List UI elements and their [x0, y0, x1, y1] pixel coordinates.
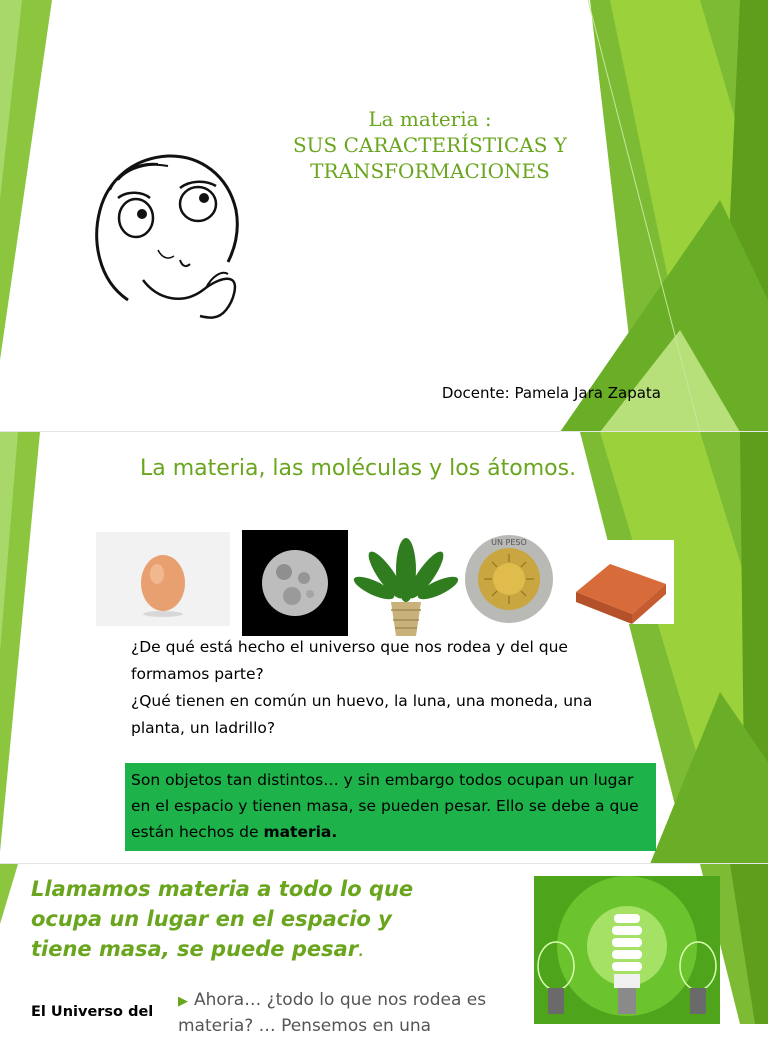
egg-image: [96, 532, 230, 626]
brick-image: [566, 540, 674, 624]
thinking-face-icon: [88, 150, 248, 322]
slide-materia: [0, 432, 768, 864]
definition-text: Llamamos materia a todo lo que ocupa un lugar en el espacio y tiene masa, se puede pesar: [31, 877, 414, 961]
question-2: ¿Qué tienen en común un huevo, la luna, una moneda, una planta, un ladrillo?: [131, 692, 593, 737]
answer-text: Son objetos tan distintos… y sin embargo todos ocupan un lugar en el espacio y tienen masa, se pueden pesar. Ello se debe a que están hechos de: [131, 771, 639, 841]
title-line-3: TRANSFORMACIONES: [310, 159, 550, 183]
slide-title: [0, 0, 768, 432]
coin-image: [462, 532, 556, 626]
answer-box: [125, 763, 656, 851]
title-line-1: La materia :: [368, 107, 492, 131]
materia-definition: [31, 874, 451, 964]
slide-definition: [0, 864, 768, 1036]
questions-text: [131, 634, 651, 742]
bullet-item: [178, 988, 518, 1038]
author-label: Docente: Pamela Jara Zapata: [441, 384, 661, 402]
bullet-text: Ahora… ¿todo lo que nos rodea es materia? … Pensemos en una: [178, 990, 487, 1036]
answer-bold-word: materia.: [263, 823, 338, 841]
coin-text: UN PESO: [491, 538, 527, 547]
light-bulbs-image: [534, 876, 720, 1024]
definition-end: .: [358, 937, 365, 961]
triangle-bullet-icon: ▶: [178, 994, 188, 1009]
title-line-2: SUS CARACTERÍSTICAS Y: [292, 133, 567, 157]
side-label: El Universo del: [31, 1004, 154, 1020]
question-1: ¿De qué está hecho el universo que nos rodea y del que formamos parte?: [131, 638, 568, 683]
plant-image: [356, 530, 456, 640]
presentation-title: [240, 106, 620, 184]
object-images-row: [96, 530, 676, 642]
moon-image: [242, 530, 348, 636]
slide-heading: La materia, las moléculas y los átomos.: [140, 456, 577, 481]
